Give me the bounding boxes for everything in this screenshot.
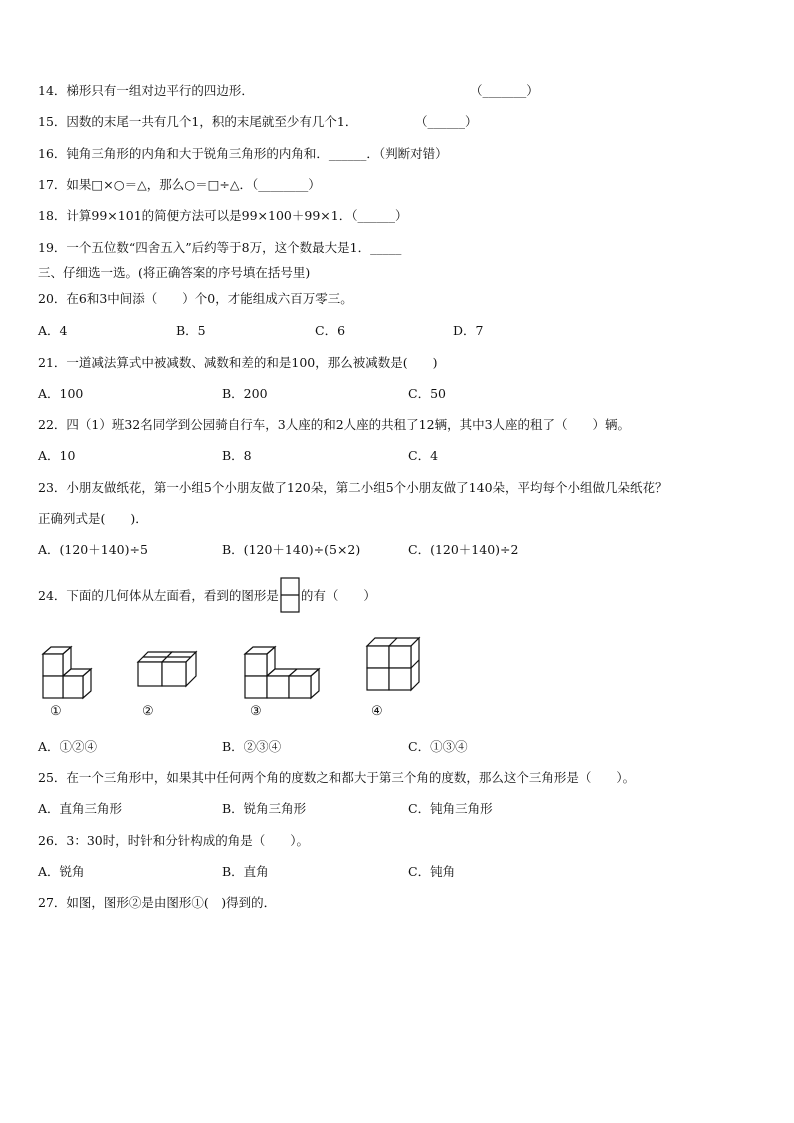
answer-blank-14[interactable]: （_______） <box>470 83 539 98</box>
option-b[interactable]: B．5 <box>176 323 206 338</box>
options-21 <box>38 386 758 402</box>
question-23-line2: 正确列式是( )． <box>38 511 148 526</box>
option-c[interactable]: C．①③④ <box>408 739 468 754</box>
left-view-figure <box>279 577 301 613</box>
option-c[interactable]: C．钝角 <box>408 864 456 879</box>
option-c[interactable]: C．钝角三角形 <box>408 801 493 816</box>
question-24 <box>38 588 376 605</box>
solid-figure-3 <box>242 644 322 700</box>
solid-figure-2 <box>135 648 205 693</box>
figure-label-4: ④ <box>371 704 383 719</box>
figure-label-2: ② <box>142 704 154 719</box>
option-a[interactable]: A．(120＋140)÷5 <box>38 542 148 557</box>
options-25 <box>38 801 758 817</box>
options-20 <box>38 323 758 339</box>
option-a[interactable]: A．直角三角形 <box>38 801 123 816</box>
option-b[interactable]: B．锐角三角形 <box>222 801 307 816</box>
question-14: 14．梯形只有一组对边平行的四边形． <box>38 83 254 98</box>
question-19: 19．一个五位数“四舍五入”后约等于8万，这个数最大是1．_____ <box>38 240 402 255</box>
question-22: 22．四（1）班32名同学到公园骑自行车，3人座的和2人座的共租了12辆，其中3人座的租了（ ）辆。 <box>38 417 631 432</box>
option-c[interactable]: C．4 <box>408 448 439 463</box>
option-c[interactable]: C．50 <box>408 386 446 401</box>
solid-figure-1 <box>40 645 100 700</box>
question-27: 27．如图，图形②是由图形①( )得到的． <box>38 895 277 910</box>
solid-figure-4 <box>364 636 424 694</box>
question-20: 20．在6和3中间添（ ）个0，才能组成六百万零三。 <box>38 291 353 306</box>
question-15: 15．因数的末尾一共有几个1，积的末尾就至少有几个1． <box>38 114 358 129</box>
option-b[interactable]: B．200 <box>222 386 268 401</box>
option-b[interactable]: B．直角 <box>222 864 269 879</box>
answer-blank-15[interactable]: （______） <box>415 114 478 129</box>
options-26 <box>38 864 758 880</box>
options-22 <box>38 448 758 464</box>
option-d[interactable]: D．7 <box>453 323 484 338</box>
question-18: 18．计算99×101的简便方法可以是99×100＋99×1．（______） <box>38 208 408 223</box>
options-24 <box>38 739 758 755</box>
question-26: 26．3：30时，时针和分针构成的角是（ ）。 <box>38 833 310 848</box>
question-23: 23．小朋友做纸花，第一小组5个小朋友做了120朵，第二小组5个小朋友做了140朵，平均每个小组做几朵纸花？ <box>38 480 668 495</box>
section-heading-3: 三、仔细选一选。(将正确答案的序号填在括号里) <box>38 265 311 280</box>
option-b[interactable]: B．8 <box>222 448 252 463</box>
option-a[interactable]: A．①②④ <box>38 739 98 754</box>
options-23 <box>38 542 758 558</box>
option-a[interactable]: A．锐角 <box>38 864 85 879</box>
option-a[interactable]: A．100 <box>38 386 84 401</box>
figure-label-1: ① <box>50 704 62 719</box>
question-16: 16．钝角三角形的内角和大于锐角三角形的内角和．______．（判断对错） <box>38 146 448 161</box>
option-b[interactable]: B．(120＋140)÷(5×2) <box>222 542 361 557</box>
option-b[interactable]: B．②③④ <box>222 739 282 754</box>
question-25: 25．在一个三角形中，如果其中任何两个角的度数之和都大于第三个角的度数，那么这个三角形是（ ）。 <box>38 770 636 785</box>
question-24-text: 24．下面的几何体从左面看，看到的图形是 <box>38 588 279 603</box>
figure-label-3: ③ <box>250 704 262 719</box>
option-a[interactable]: A．4 <box>38 323 68 338</box>
option-c[interactable]: C．6 <box>315 323 346 338</box>
question-21: 21．一道减法算式中被减数、减数和差的和是100，那么被减数是( ) <box>38 355 438 370</box>
question-24-text-end: 的有（ ） <box>300 588 376 603</box>
question-17: 17．如果□×○＝△，那么○＝□÷△．（________） <box>38 177 321 192</box>
option-c[interactable]: C．(120＋140)÷2 <box>408 542 519 557</box>
option-a[interactable]: A．10 <box>38 448 76 463</box>
